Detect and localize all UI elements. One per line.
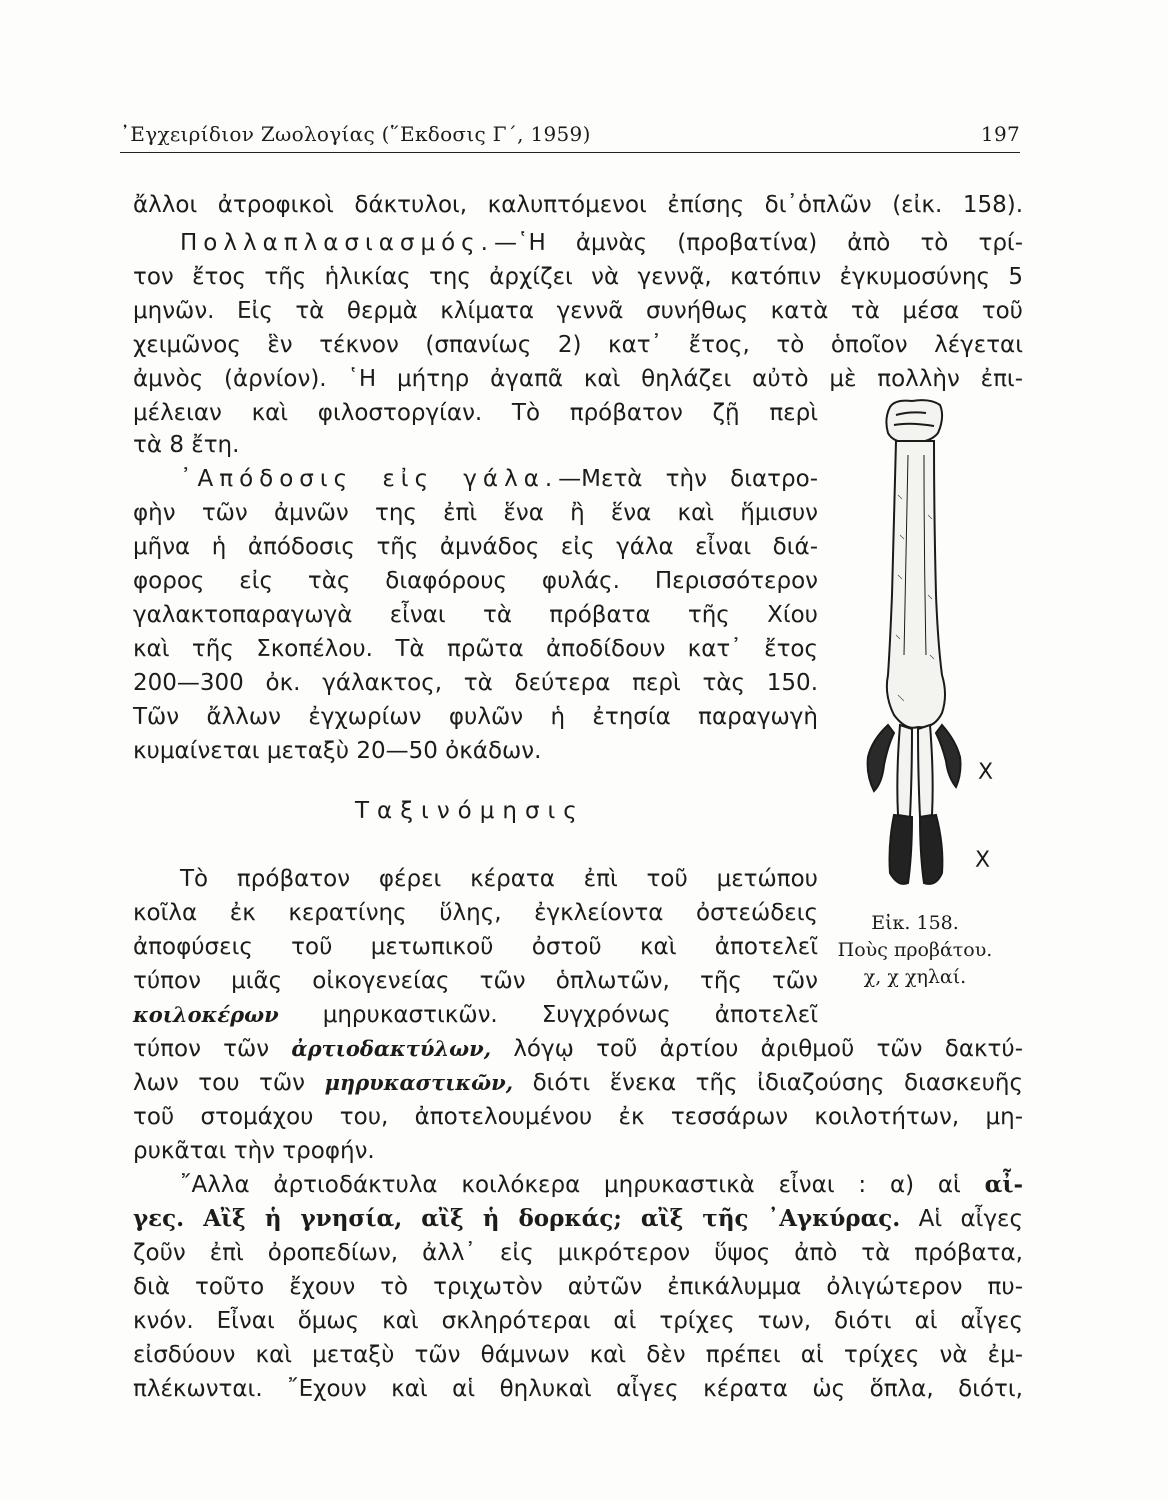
- text-line: ἀμνὸς (ἀρνίον). ῾Η μήτηρ ἀγαπᾶ καὶ θηλάζει αὐτὸ μὲ πολλὴν ἐπι-: [133, 366, 1023, 392]
- text-span: ῎Αλλα ἀρτιοδάκτυλα κοιλόκερα μηρυκαστικὰ εἶναι : α) αἱ: [180, 1172, 961, 1198]
- text-line: [133, 1000, 818, 1030]
- text-line: διὰ τοῦτο ἔχουν τὸ τριχωτὸν αὐτῶν ἐπικάλυμμα ὀλιγώτερον πυ-: [133, 1274, 1023, 1300]
- figure-caption: [815, 910, 1015, 991]
- text-line: [180, 464, 818, 494]
- book-title: ᾿Εγχειρίδιον Ζωολογίας (῞Εκδοσις Γ΄, 1959): [120, 122, 591, 146]
- text-line: φὴν τῶν ἀμνῶν της ἐπὶ ἕνα ἢ ἕνα καὶ ἥμισυν: [133, 500, 818, 526]
- sheep-foot-drawing: [850, 395, 990, 895]
- text-line: φορος εἰς τὰς διαφόρους φυλάς. Περισσότερον: [133, 568, 818, 594]
- running-head: [120, 118, 1020, 152]
- page-number: 197: [980, 122, 1020, 146]
- text-line: [180, 1170, 1023, 1200]
- text-span: τύπον τῶν: [133, 1036, 270, 1062]
- header-rule: [120, 152, 1020, 153]
- text-line: 200—300 ὀκ. γάλακτος, τὰ δεύτερα περὶ τὰς 150.: [133, 670, 818, 696]
- text-line: ἄλλοι ἀτροφικοὶ δάκτυλοι, καλυπτόμενοι ἐπίσης δι᾿ὁπλῶν (εἰκ. 158).: [133, 192, 1023, 218]
- text-span: διότι ἕνεκα τῆς ἰδιαζούσης διασκευῆς: [532, 1070, 1024, 1096]
- text-span: Αἱ αἶγες: [918, 1206, 1023, 1232]
- caption-number: Εἰκ. 158.: [871, 912, 959, 934]
- text-line: χειμῶνος ἓν τέκνον (σπανίως 2) κατ᾿ ἔτος, τὸ ὁποῖον λέγεται: [133, 332, 1023, 358]
- text-line: τον ἔτος τῆς ἡλικίας της ἀρχίζει νὰ γεννᾷ, κατόπιν ἐγκυμοσύνης 5: [133, 264, 1023, 290]
- text-line: ρυκᾶται τὴν τροφήν.: [133, 1138, 375, 1164]
- bold-species-list: γες. Αἲξ ἡ γνησία, αἲξ ἡ δορκάς; αἲξ τῆς ᾿Αγκύρας.: [133, 1205, 901, 1232]
- text-line: καὶ τῆς Σκοπέλου. Τὰ πρῶτα ἀποδίδουν κατ᾿ ἔτος: [133, 636, 818, 662]
- text-line: μέλειαν καὶ φιλοστοργίαν. Τὸ πρόβατον ζῇ περὶ: [133, 400, 818, 426]
- text-span: λόγῳ τοῦ ἀρτίου ἀριθμοῦ τῶν δακτύ-: [513, 1036, 1023, 1062]
- text-span: μηρυκαστικῶν. Συγχρόνως ἀποτελεῖ: [322, 1002, 818, 1028]
- text-line: τοῦ στομάχου του, ἀποτελουμένου ἐκ τεσσάρων κοιλοτήτων, μη-: [133, 1104, 1023, 1130]
- text-line: [133, 1204, 1023, 1234]
- text-line: [133, 1068, 1023, 1098]
- text-span: —῾Η ἀμνὰς (προβατίνα) ἀπὸ τὸ τρί-: [493, 230, 1023, 256]
- text-line: Τὸ πρόβατον φέρει κέρατα ἐπὶ τοῦ μετώπου: [180, 866, 818, 892]
- text-line: εἰσδύουν καὶ μεταξὺ τῶν θάμνων καὶ δὲν πρέπει αἱ τρίχες νὰ ἐμ-: [133, 1342, 1023, 1368]
- text-line: κνόν. Εἶναι ὅμως καὶ σκληρότεραι αἱ τρίχες των, διότι αἱ αἶγες: [133, 1308, 1023, 1334]
- text-span: λων του τῶν: [133, 1070, 305, 1096]
- hoof-label-upper: Χ: [978, 760, 994, 785]
- caption-legend: χ, χ χηλαί.: [863, 966, 967, 988]
- italic-term: μηρυκαστικῶν,: [324, 1070, 514, 1095]
- subheading-milk-yield: ᾿Απόδοσις εἰς γάλα.: [180, 466, 559, 492]
- italic-term: ἀρτιοδακτύλων,: [291, 1036, 492, 1061]
- text-line: τύπον μιᾶς οἰκογενείας τῶν ὁπλωτῶν, τῆς τῶν: [133, 968, 818, 994]
- bold-term: αἶ-: [984, 1171, 1024, 1198]
- hoof-label-lower: Χ: [975, 848, 991, 873]
- text-line: ἀποφύσεις τοῦ μετωπικοῦ ὀστοῦ καὶ ἀποτελεῖ: [133, 934, 818, 960]
- text-line: κυμαίνεται μεταξὺ 20—50 ὀκάδων.: [133, 738, 542, 764]
- caption-title: Ποὺς προβάτου.: [837, 939, 993, 961]
- text-line: πλέκωνται. ῎Εχουν καὶ αἱ θηλυκαὶ αἶγες κέρατα ὡς ὅπλα, διότι,: [133, 1376, 1023, 1402]
- section-heading: Ταξινόμησις: [355, 798, 585, 824]
- text-line: ζοῦν ἐπὶ ὀροπεδίων, ἀλλ᾿ εἰς μικρότερον ὕψος ἀπὸ τὰ πρόβατα,: [133, 1240, 1023, 1266]
- text-line: [180, 228, 1023, 258]
- text-span: —Μετὰ τὴν διατρο-: [558, 466, 818, 492]
- text-line: γαλακτοπαραγωγὰ εἶναι τὰ πρόβατα τῆς Χίου: [133, 602, 818, 628]
- text-line: [133, 1034, 1023, 1064]
- italic-term: κοιλοκέρων: [133, 1002, 279, 1027]
- text-line: κοῖλα ἐκ κερατίνης ὕλης, ἐγκλείοντα ὀστεώδεις: [133, 900, 818, 926]
- text-line: τὰ 8 ἔτη.: [133, 432, 240, 458]
- text-line: μῆνα ἡ ἀπόδοσις τῆς ἀμνάδος εἰς γάλα εἶναι διά-: [133, 534, 818, 560]
- sheep-foot-illustration: [850, 395, 990, 895]
- subheading-reproduction: Πολλαπλασιασμός.: [180, 230, 494, 256]
- text-line: μηνῶν. Εἰς τὰ θερμὰ κλίματα γεννᾶ συνήθως κατὰ τὰ μέσα τοῦ: [133, 298, 1023, 324]
- text-line: Τῶν ἄλλων ἐγχωρίων φυλῶν ἡ ἐτησία παραγωγὴ: [133, 704, 818, 730]
